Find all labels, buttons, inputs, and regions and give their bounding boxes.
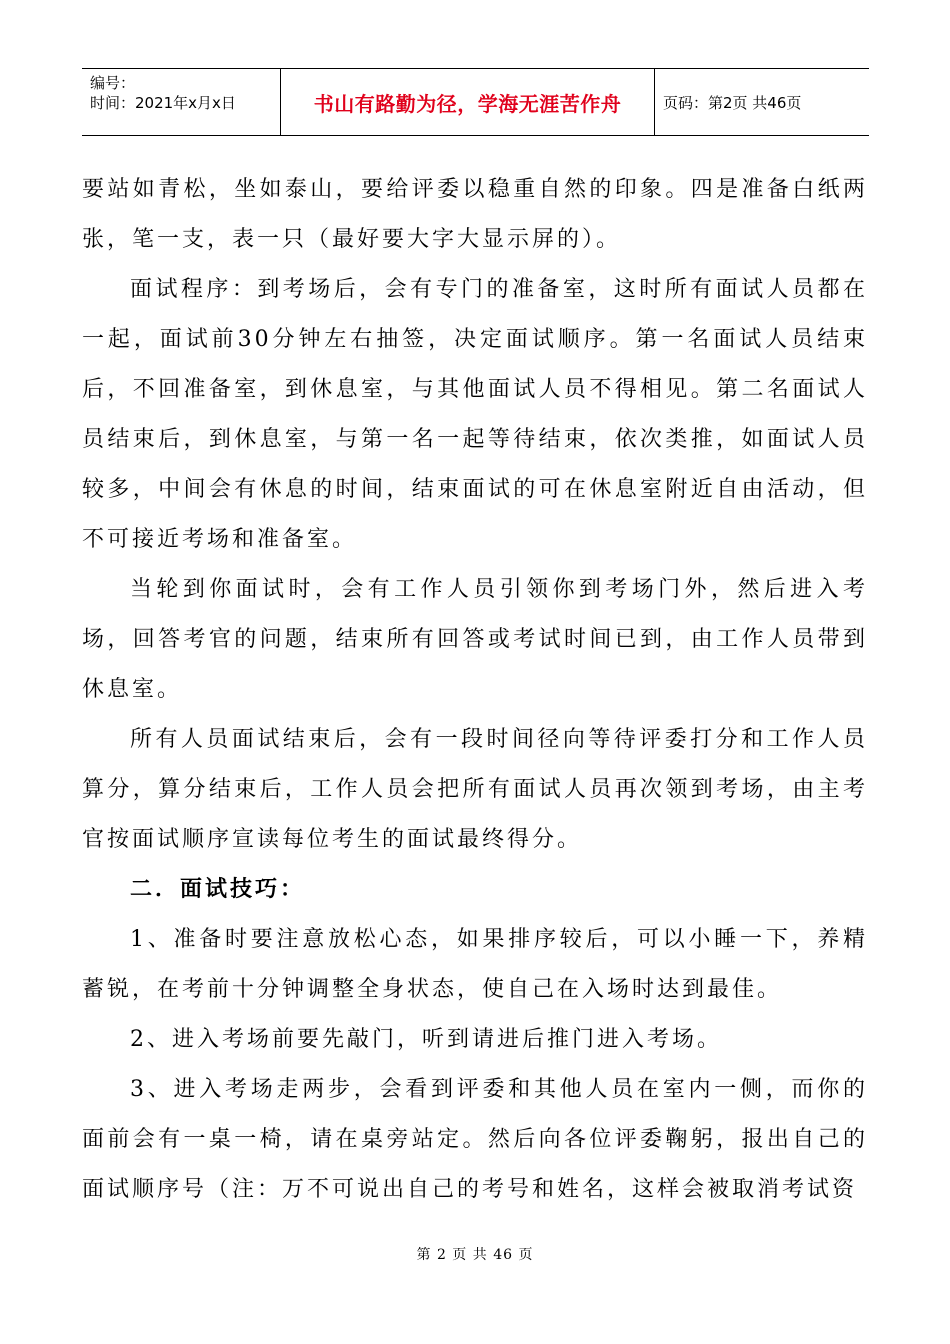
paragraph-interview-procedure: 面试程序：到考场后，会有专门的准备室，这时所有面试人员都在一起，面试前30分钟左右抽签，决定面试顺序。第一名面试人员结束后，不回准备室，到休息室，与其他面试人员不得相见。第二名面试人员结束后，到休息室，与第一名一起等待结束，依次类推，如面试人员较多，中间会有休息的时间，结束面试的可在休息室附近自由活动，但不可接近考场和准备室。 [82,277,868,552]
document-body [82,165,868,1215]
paragraph-continued: 要站如青松，坐如泰山，要给评委以稳重自然的印象。四是准备白纸两张，笔一支，表一只（最好要大字大显示屏的）。 [82,177,868,252]
page-footer: 第 2 页 共 46 页 [416,1247,534,1263]
tip-2: 2、进入考场前要先敲门，听到请进后推门进入考场。 [130,1027,722,1052]
header-motto: 书山有路勤为径，学海无涯苦作舟 [281,69,655,135]
paragraph-entering-exam-room: 当轮到你面试时，会有工作人员引领你到考场门外，然后进入考场，回答考官的问题，结束所有回答或考试时间已到，由工作人员带到休息室。 [82,577,868,702]
section-heading-interview-tips: 二．面试技巧： [130,877,306,902]
tip-3: 3、进入考场走两步，会看到评委和其他人员在室内一侧，而你的面前会有一桌一椅，请在桌旁站定。然后向各位评委鞠躬，报出自己的面试顺序号（注：万不可说出自己的考号和姓名，这样会被取消考试资 [82,1077,868,1202]
paragraph-scoring: 所有人员面试结束后，会有一段时间径向等待评委打分和工作人员算分，算分结束后，工作人员会把所有面试人员再次领到考场，由主考官按面试顺序宣读每位考生的面试最终得分。 [82,727,868,852]
header-page-number: 页码：第2页 共46页 [663,93,802,112]
document-date: 时间：2021年x月x日 [90,94,236,112]
document-number: 编号： [90,74,136,92]
tip-1: 1、准备时要注意放松心态，如果排序较后，可以小睡一下，养精蓄锐，在考前十分钟调整全身状态，使自己在入场时达到最佳。 [82,927,868,1002]
page-header [82,68,869,136]
header-meta [82,69,281,135]
